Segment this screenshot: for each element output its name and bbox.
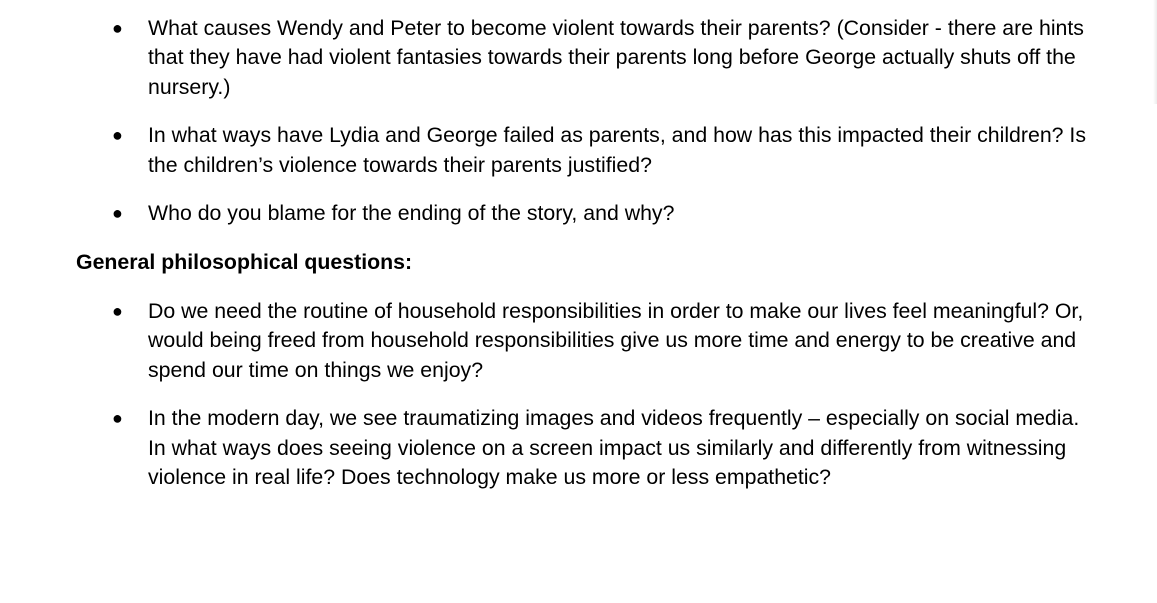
bullet-icon: ● — [112, 301, 123, 321]
question-text: What causes Wendy and Peter to become violent towards their parents? (Consider - there are hints that they have had violent fantasies towards their parents long before George actually shuts off the nursery.) — [148, 16, 1084, 99]
section-heading: General philosophical questions: — [76, 250, 413, 274]
bullet-icon: ● — [112, 203, 123, 224]
bullet-icon: ● — [112, 18, 123, 38]
bullet-icon: ● — [112, 408, 123, 429]
list-item — [0, 404, 1088, 492]
bullet-icon: ● — [112, 125, 123, 146]
list-item — [0, 121, 1088, 180]
philosophical-question-list — [0, 297, 1088, 512]
list-item — [0, 297, 1088, 385]
discussion-question-list — [0, 14, 1088, 248]
list-item — [0, 14, 1088, 102]
scrollbar-edge — [1153, 0, 1157, 104]
question-text: In what ways have Lydia and George failed as parents, and how has this impacted their children? Is the children’s violence towards their parents justified? — [148, 123, 1086, 177]
question-text: In the modern day, we see traumatizing images and videos frequently – especially on social media. In what ways does seeing violence on a screen impact us similarly and differently from witnessing violence in real life? Does technology make us more or less empathetic? — [148, 406, 1080, 489]
question-text: Who do you blame for the ending of the story, and why? — [148, 201, 675, 226]
list-item — [0, 199, 1088, 228]
question-text: Do we need the routine of household responsibilities in order to make our lives feel meaningful? Or, would being freed from household responsibilities give us more time and energy to be creative and spend our time on things we enjoy? — [148, 299, 1084, 382]
